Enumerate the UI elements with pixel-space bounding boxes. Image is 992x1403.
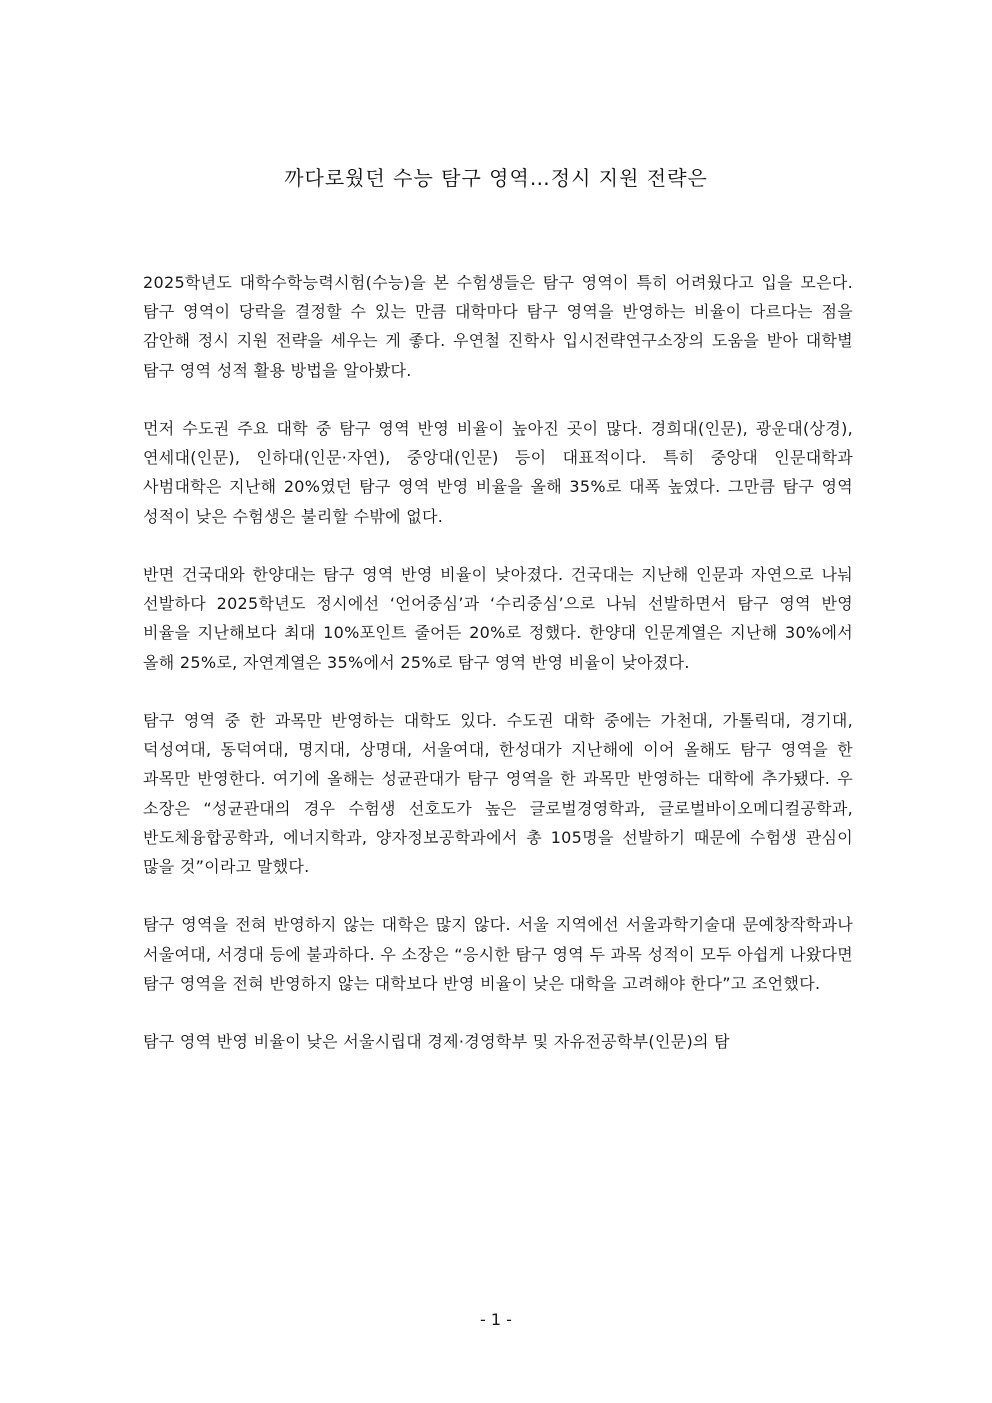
paragraph: 반면 건국대와 한양대는 탐구 영역 반영 비율이 낮아졌다. 건국대는 지난해 인문과 자연으로 나눠 선발하다 2025학년도 정시에선 ‘언어중심’과 ‘수리중심’으로 나눠 선발하면서 탐구 영역 반영 비율을 지난해보다 최대 10%포인트 줄어든 20%로 정했다. 한양대 인문계열은 지난해 30%에서 올해 25%로, 자연계열은 35%에서 25%로 탐구 영역 반영 비율이 낮아졌다. [143,565,853,672]
paragraph: 탐구 영역 반영 비율이 낮은 서울시립대 경제·경영학부 및 자유전공학부(인문)의 탐 [143,1032,730,1052]
paragraph: 탐구 영역 중 한 과목만 반영하는 대학도 있다. 수도권 대학 중에는 가천대, 가톨릭대, 경기대, 덕성여대, 동덕여대, 명지대, 상명대, 서울여대, 한성대가 지난해에 이어 올해도 탐구 영역을 한 과목만 반영한다. 여기에 올해는 성균관대가 탐구 영역을 한 과목만 반영하는 대학에 추가됐다. 우 소장은 “성균관대의 경우 수험생 선호도가 높은 글로벌경영학과, 글로벌바이오메디컬공학과, 반도체융합공학과, 에너지학과, 양자정보공학과에서 총 105명을 선발하기 때문에 수험생 관심이 많을 것”이라고 말했다. [143,711,853,877]
paragraph: 2025학년도 대학수학능력시험(수능)을 본 수험생들은 탐구 영역이 특히 어려웠다고 입을 모은다. 탐구 영역이 당락을 결정할 수 있는 만큼 대학마다 탐구 영역을 반영하는 비율이 다르다는 점을 감안해 정시 지원 전략을 세우는 게 좋다. 우연철 진학사 입시전략연구소장의 도움을 받아 대학별 탐구 영역 성적 활용 방법을 알아봤다. [143,273,853,380]
page-number: - 1 - [480,1310,512,1329]
paragraph: 탐구 영역을 전혀 반영하지 않는 대학은 많지 않다. 서울 지역에선 서울과학기술대 문예창작학과나 서울여대, 서경대 등에 불과하다. 우 소장은 “응시한 탐구 영역 두 과목 성적이 모두 아쉽게 나왔다면 탐구 영역을 전혀 반영하지 않는 대학보다 반영 비율이 낮은 대학을 고려해야 한다”고 조언했다. [143,915,853,993]
paragraph: 먼저 수도권 주요 대학 중 탐구 영역 반영 비율이 높아진 곳이 많다. 경희대(인문), 광운대(상경), 연세대(인문), 인하대(인문·자연), 중앙대(인문) 등이 대표적이다. 특히 중앙대 인문대학과 사범대학은 지난해 20%였던 탐구 영역 반영 비율을 올해 35%로 대폭 높였다. 그만큼 탐구 영역 성적이 낮은 수험생은 불리할 수밖에 없다. [143,419,853,526]
article-title: 까다로웠던 수능 탐구 영역…정시 지원 전략은 [284,166,708,190]
article-body [143,268,853,1086]
